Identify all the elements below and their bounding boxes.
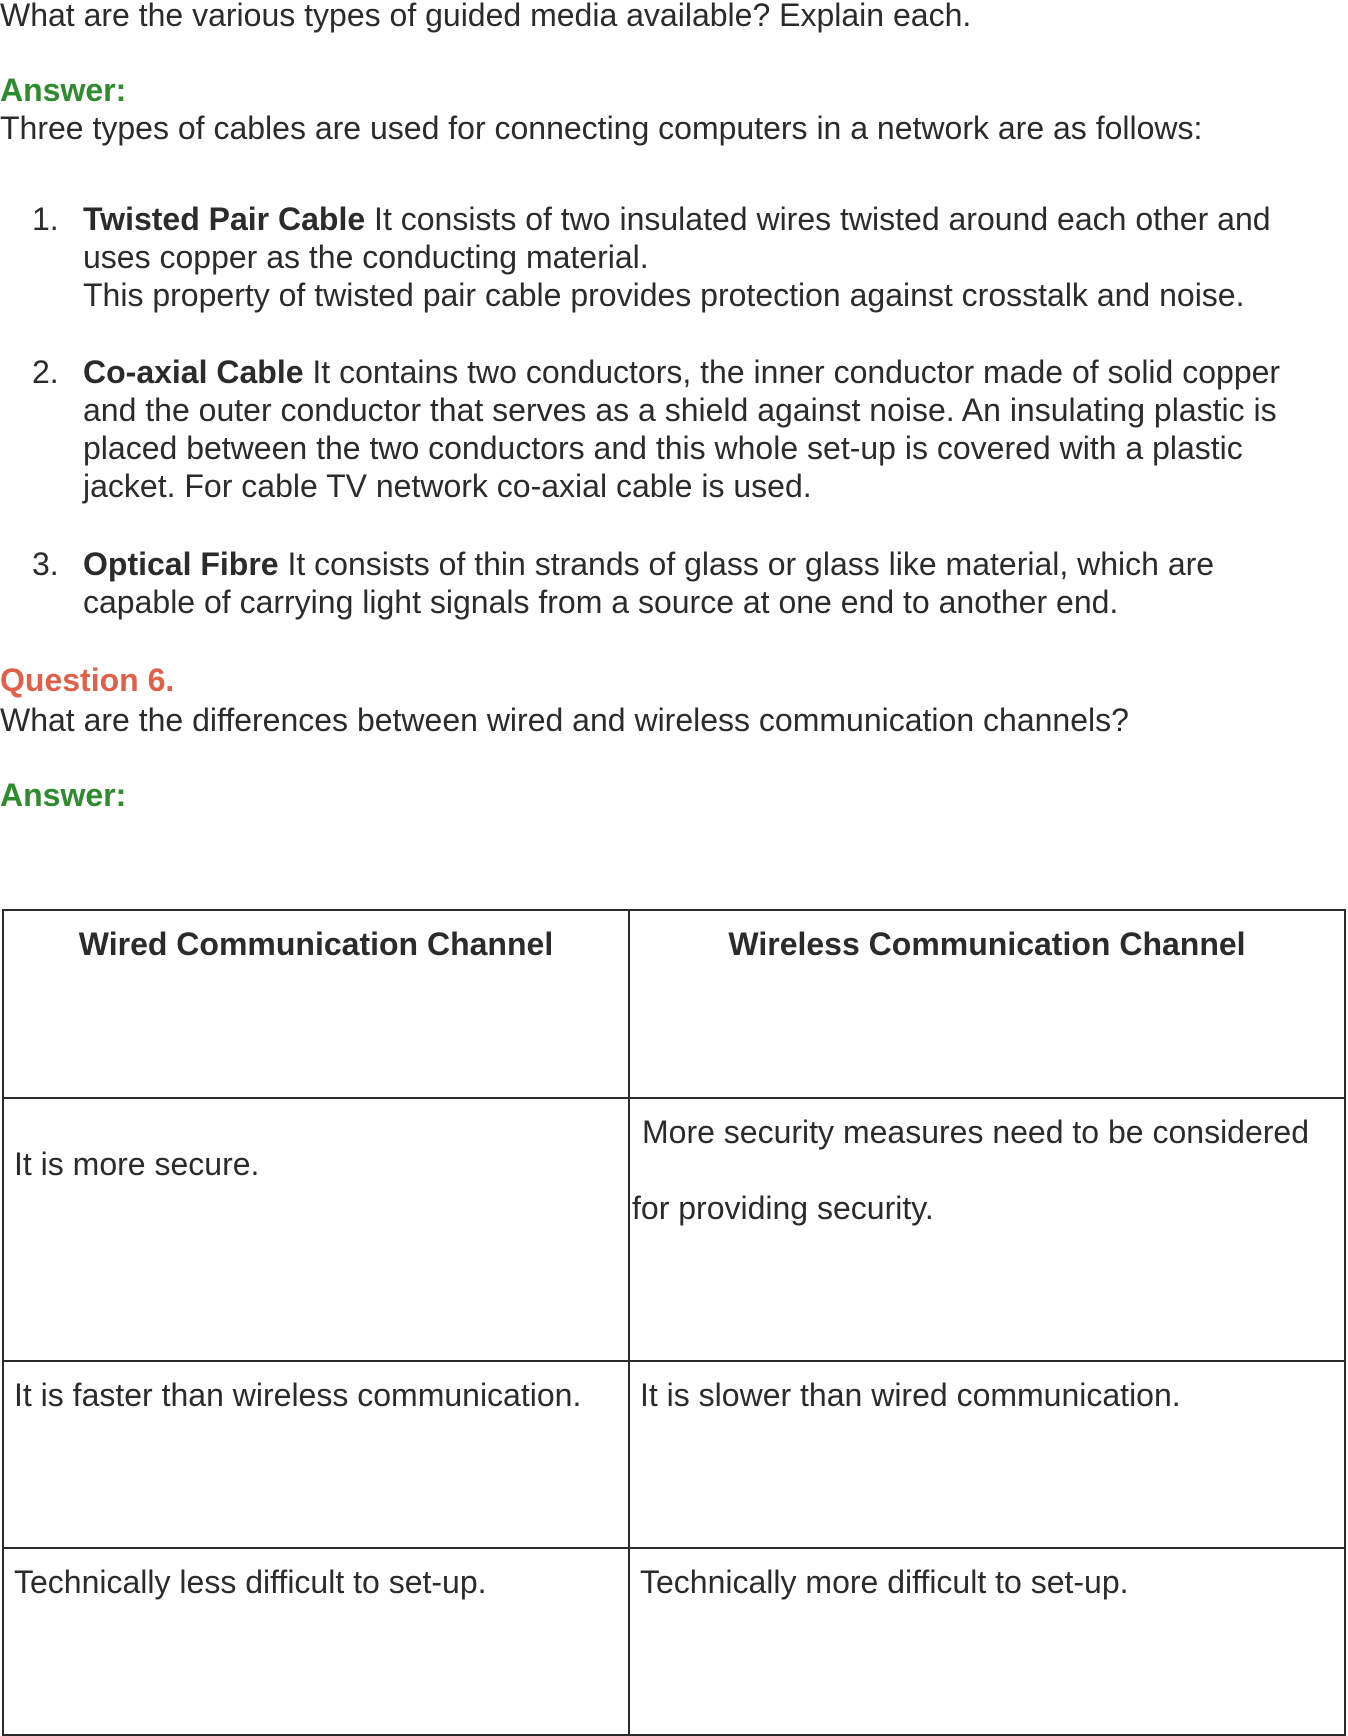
- list-item-text: It contains two conductors, the inner conductor made of solid copper and the outer conductor that serves as a shield against noise. An insulating plastic is placed between the two conductors and this whole set-up is covered with a plastic jacket. For cable TV network co-axial cable is used.: [83, 354, 1281, 504]
- list-item-term: Co-axial Cable: [83, 354, 304, 390]
- list-item-extra: This property of twisted pair cable provides protection against crosstalk and noise.: [83, 277, 1245, 313]
- table-cell-text: Technically more difficult to set-up.: [640, 1564, 1129, 1600]
- answer-5-label: Answer:: [0, 72, 127, 108]
- question-5-text: What are the various types of guided media available? Explain each.: [0, 0, 972, 33]
- comparison-table: [2, 909, 1346, 1736]
- table-cell-text: It is more secure.: [14, 1146, 260, 1182]
- table-cell: [629, 1361, 1345, 1548]
- table-header-wireless: Wireless Communication Channel: [629, 910, 1345, 1098]
- table-cell-text: Technically less difficult to set-up.: [14, 1564, 487, 1600]
- table-cell: [3, 1098, 629, 1361]
- list-item-text: It consists of two insulated wires twisted around each other and uses copper as the conducting material.: [83, 201, 1271, 275]
- table-cell-text: More security measures need to be considered: [642, 1114, 1310, 1150]
- table-header-row: [3, 910, 1345, 1098]
- list-item-number: 2.: [32, 354, 59, 390]
- answer-5-intro: Three types of cables are used for connecting computers in a network are as follows:: [0, 110, 1203, 146]
- list-item-term: Twisted Pair Cable: [83, 201, 366, 237]
- table-cell: [3, 1361, 629, 1548]
- list-item-number: 1.: [32, 201, 59, 237]
- table-row: [3, 1361, 1345, 1548]
- table-cell: [629, 1098, 1345, 1361]
- table-row: [3, 1548, 1345, 1735]
- table-cell: [3, 1548, 629, 1735]
- answer-6-label: Answer:: [0, 777, 127, 813]
- table-cell-text: for providing security.: [632, 1190, 934, 1226]
- list-item-text: It consists of thin strands of glass or glass like material, which are capable of carrying light signals from a source at one end to another end.: [83, 546, 1215, 620]
- table-row: [3, 1098, 1345, 1361]
- question-6-text: What are the differences between wired and wireless communication channels?: [0, 702, 1129, 738]
- table-cell: [629, 1548, 1345, 1735]
- list-item-term: Optical Fibre: [83, 546, 279, 582]
- question-6-label: Question 6.: [0, 662, 175, 698]
- table-header-wired: Wired Communication Channel: [3, 910, 629, 1098]
- table-cell-text: It is slower than wired communication.: [640, 1377, 1181, 1413]
- table-cell-text: It is faster than wireless communication.: [14, 1377, 582, 1413]
- list-item-number: 3.: [32, 546, 59, 582]
